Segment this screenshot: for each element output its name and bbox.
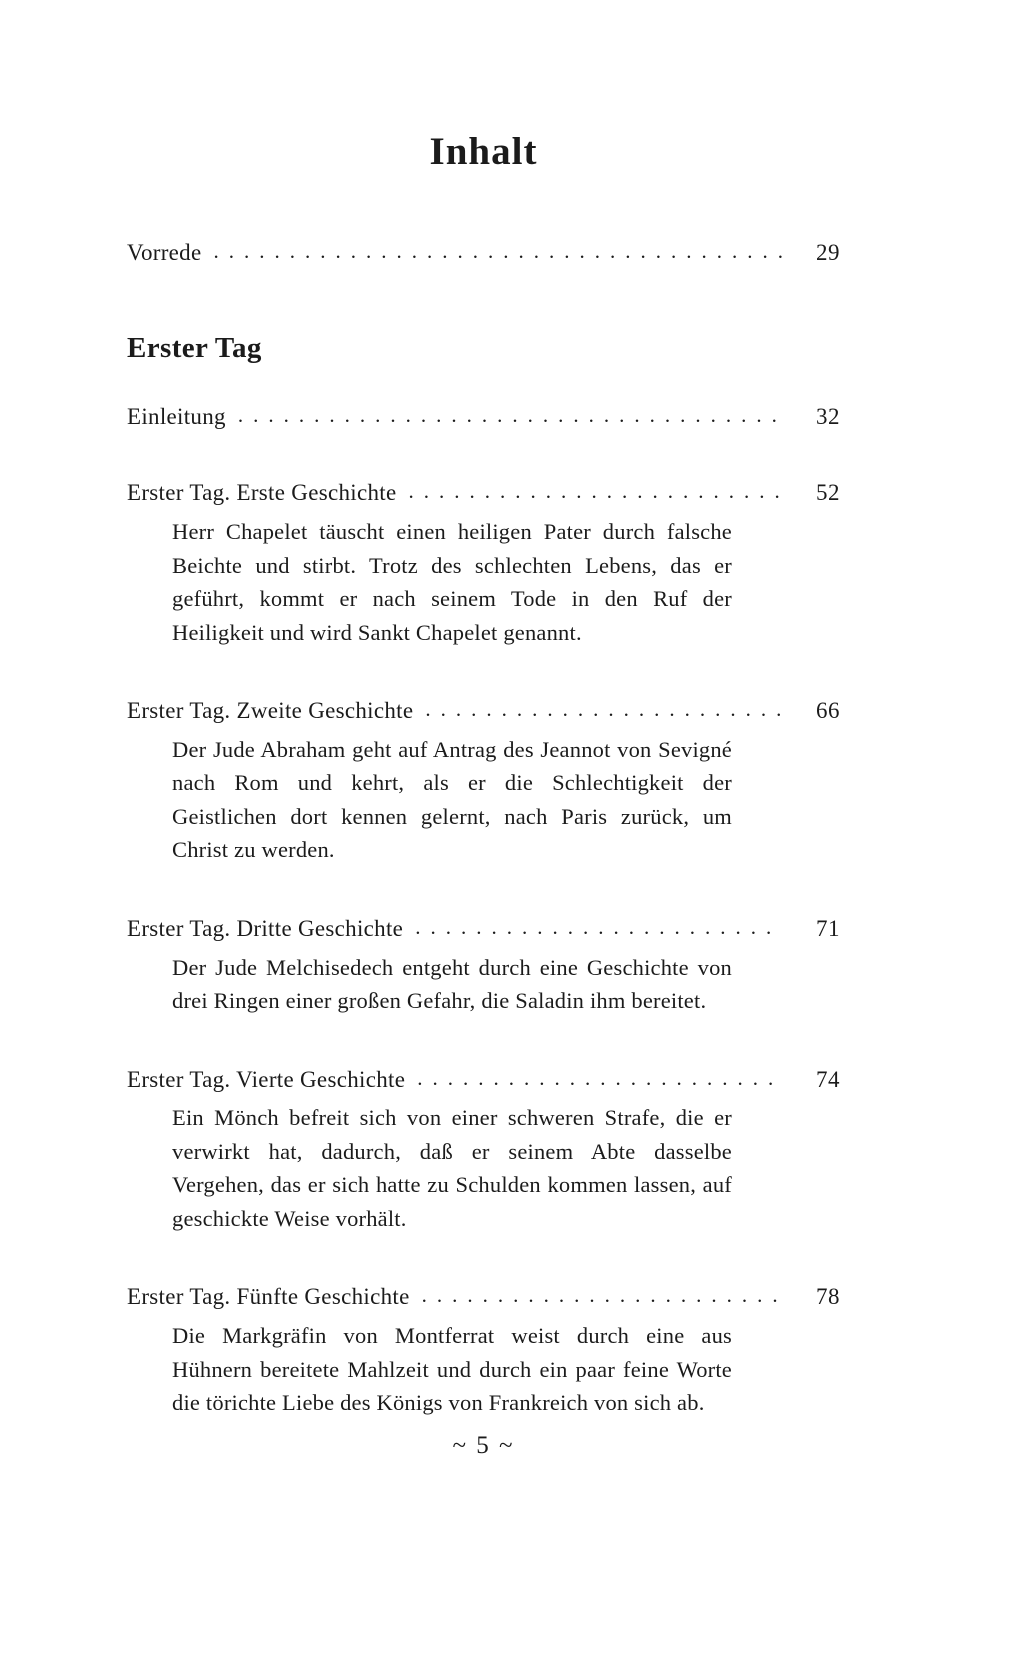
dot-leader (425, 695, 782, 724)
toc-entry-line (127, 1283, 840, 1312)
toc-entry-description: Der Jude Melchisedech entgeht durch eine Geschichte von drei Ringen einer großen Gefahr, die Saladin ihm bereitet. (172, 954, 732, 1014)
toc-entry-line (127, 1066, 840, 1095)
dot-leader (213, 237, 782, 266)
toc-entry-page: 29 (816, 239, 840, 265)
toc-entry-line (127, 697, 840, 726)
toc-entry-page: 52 (816, 480, 840, 506)
toc-entry (127, 1283, 840, 1419)
toc-entry-page: 78 (816, 1284, 840, 1310)
toc-entry-page: 32 (816, 403, 840, 429)
toc-entry-title: Vorrede (127, 239, 202, 265)
dot-leader (238, 401, 782, 430)
toc-entry-title: Erster Tag. Dritte Geschichte (127, 915, 404, 941)
toc-entry-page: 66 (816, 698, 840, 724)
dot-leader (417, 1064, 782, 1093)
toc-entry-title: Einleitung (127, 403, 226, 429)
toc-entry-description: Ein Mönch befreit sich von einer schweren Strafe, die er verwirkt hat, dadurch, daß er seinem Abte dasselbe Vergehen, das er sich hatte zu Schulden kommen lassen, auf geschickte Weise vorhält. (172, 1105, 732, 1231)
toc-entry (127, 1066, 840, 1236)
toc-entry-description: Der Jude Abraham geht auf Antrag des Jeannot von Sevigné nach Rom und kehrt, als er die Schlechtigkeit der Geistlichen dort kennen gelernt, nach Paris zurück, um Christ zu werden. (172, 736, 732, 863)
dot-leader (415, 913, 782, 942)
toc-entry (127, 479, 840, 649)
toc-entry-line (127, 479, 840, 508)
toc-entry-title: Erster Tag. Fünfte Geschichte (127, 1284, 410, 1310)
toc-entry-title: Erster Tag. Zweite Geschichte (127, 698, 414, 724)
toc-entry-title: Erster Tag. Erste Geschichte (127, 480, 397, 506)
toc-entry-description: Die Markgräfin von Montferrat weist durch eine aus Hühnern bereitete Mahlzeit und durch ein paar feine Worte die törichte Liebe des Königs von Frankreich von sich ab. (172, 1323, 732, 1416)
toc-entry-page: 71 (816, 915, 840, 941)
toc-entry (127, 697, 840, 867)
toc-entry (127, 915, 840, 1018)
toc-entry-line (127, 915, 840, 944)
dot-leader (422, 1281, 782, 1310)
footer-page-number: ~ 5 ~ (452, 1432, 515, 1459)
toc-entry-title: Erster Tag. Vierte Geschichte (127, 1066, 406, 1092)
toc-page (127, 130, 840, 1420)
dot-leader (409, 477, 783, 506)
page-title: Inhalt (429, 130, 538, 173)
toc-entry-vorrede (127, 239, 840, 268)
section-heading: Erster Tag (127, 331, 262, 364)
toc-entry-einleitung (127, 403, 840, 432)
toc-entry-description: Herr Chapelet täuscht einen heiligen Pater durch falsche Beichte und stirbt. Trotz des schlechten Lebens, das er geführt, kommt er nach seinem Tode in den Ruf der Heiligkeit und wird Sankt Chapelet genannt. (172, 519, 732, 645)
toc-entry-page: 74 (816, 1066, 840, 1092)
